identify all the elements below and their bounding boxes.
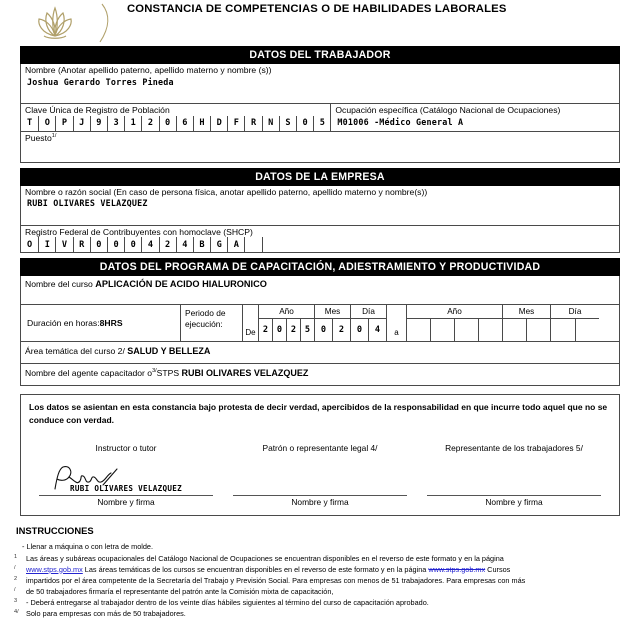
signature-caption: Nombre y firma <box>291 497 349 508</box>
curp-box[interactable]: D <box>210 116 227 131</box>
rfc-box[interactable]: O <box>27 239 33 250</box>
curp-boxes[interactable] <box>21 116 330 131</box>
area-label: Área temática del curso 2/ <box>25 346 125 357</box>
from-year-caption: Año <box>259 305 314 319</box>
curp-box[interactable]: N <box>262 116 279 131</box>
puesto-superscript: 1/ <box>51 132 57 139</box>
handwritten-signature <box>47 463 137 493</box>
worker-name-row <box>21 64 619 103</box>
duration-label: Duración en horas: <box>27 318 100 329</box>
rfc-box[interactable]: R <box>73 237 90 252</box>
instruction-line-mid: Las áreas temáticas de los cursos se encuentran disponibles en el reverso de este formato y en la página <box>82 564 429 574</box>
signature-column <box>417 484 611 507</box>
signer-heading: Patrón o representante legal 4/ <box>262 443 378 454</box>
duration-field <box>21 305 181 341</box>
rfc-box[interactable]: 0 <box>90 237 107 252</box>
company-name-label: Nombre o razón social (En caso de persona física, anotar apellido paterno, apellido materno y nombre(s)) <box>25 186 428 197</box>
from-day-cells[interactable] <box>351 319 386 341</box>
puesto-label-text: Puesto <box>25 132 52 143</box>
puesto-value[interactable] <box>21 143 619 146</box>
from-month-box[interactable]: 0 <box>320 325 327 336</box>
rfc-box[interactable]: 0 <box>107 237 124 252</box>
from-month-caption: Mes <box>315 305 350 319</box>
to-year-caption: Año <box>407 305 502 319</box>
from-month-group <box>315 305 351 341</box>
agent-row-inner <box>21 364 619 379</box>
signer-heading: Representante de los trabajadores 5/ <box>445 443 583 454</box>
signature-column <box>223 484 417 507</box>
company-section <box>20 186 620 254</box>
curp-box[interactable]: H <box>193 116 210 131</box>
to-month-box[interactable] <box>526 319 550 341</box>
period-label-line2: ejecución: <box>185 319 223 330</box>
rfc-box[interactable]: G <box>210 237 227 252</box>
instruction-line: impartidos por el área competente de la Secretaría del Trabajo y Previsión Social. Para empresas con menos de 51 trabajadores. Para empresas con más <box>26 575 526 585</box>
to-day-box[interactable] <box>551 319 575 341</box>
declaration-block <box>20 394 620 516</box>
instruction-line: Las áreas y subáreas ocupacionales del Catálogo Nacional de Ocupaciones se encuentran disponibles en el reverso de este formato y en la página <box>26 553 504 563</box>
to-month-group <box>503 305 551 341</box>
instruction-line: de 50 trabajadores firmaría el representante del patrón ante la Comisión mixta de capacitación, <box>26 586 334 596</box>
curp-box[interactable]: 5 <box>313 116 330 131</box>
instructions-block <box>16 541 624 619</box>
course-row-inner <box>21 276 619 291</box>
to-year-group <box>407 305 503 341</box>
to-day-group <box>551 305 599 341</box>
course-name-row <box>21 276 619 304</box>
curp-box[interactable]: 9 <box>90 116 107 131</box>
instruction-mark: / <box>14 564 16 571</box>
to-year-box[interactable] <box>478 319 502 341</box>
to-month-box[interactable] <box>503 319 526 341</box>
to-year-box[interactable] <box>407 319 430 341</box>
curp-occupation-row <box>21 103 619 131</box>
from-month-cells[interactable] <box>315 319 350 341</box>
instruction-mark: 4/ <box>14 609 19 616</box>
area-row-inner <box>21 342 619 357</box>
curp-box[interactable]: R <box>244 116 261 131</box>
agent-row <box>21 363 619 385</box>
instruction-mark: / <box>14 586 16 593</box>
signer-name[interactable] <box>427 484 601 496</box>
company-name-row <box>21 186 619 225</box>
rfc-box[interactable]: 0 <box>124 237 141 252</box>
curp-box[interactable]: J <box>73 116 90 131</box>
to-year-cells[interactable] <box>407 319 502 341</box>
period-label <box>181 305 243 341</box>
curp-box[interactable]: 2 <box>141 116 158 131</box>
to-year-box[interactable] <box>454 319 478 341</box>
signature-headings <box>29 443 611 453</box>
period-label-line1: Periodo de <box>185 308 226 319</box>
instruction-line: - Llenar a máquina o con letra de molde. <box>22 542 154 552</box>
from-year-box[interactable]: 0 <box>272 319 286 341</box>
rfc-row <box>21 225 619 253</box>
instructions-title: INSTRUCCIONES <box>16 525 94 537</box>
from-year-box[interactable]: 5 <box>300 319 314 341</box>
document-header <box>0 0 640 46</box>
from-day-box[interactable]: 0 <box>356 325 363 336</box>
curp-box[interactable]: 0 <box>296 116 313 131</box>
from-year-group <box>259 305 315 341</box>
instruction-mark: 2 <box>14 575 18 582</box>
signer-name[interactable] <box>233 484 407 496</box>
curp-box[interactable]: S <box>279 116 296 131</box>
from-day-group <box>351 305 387 341</box>
from-month-box[interactable]: 2 <box>332 319 350 341</box>
instruction-line-end: Cursos <box>485 564 511 574</box>
rfc-boxes[interactable] <box>21 237 619 252</box>
from-label: De <box>243 305 259 341</box>
worker-name-label: Nombre (Anotar apellido paterno, apellido materno y nombre (s)) <box>25 65 272 75</box>
occupation-label: Ocupación específica (Catálogo Nacional de Ocupaciones) <box>335 105 561 115</box>
agent-value[interactable]: RUBI OLIVARES VELAZQUEZ <box>181 368 309 379</box>
occupation-value[interactable]: M01006 -Médico General A <box>337 116 464 127</box>
signature-caption: Nombre y firma <box>97 497 155 508</box>
to-year-box[interactable] <box>430 319 454 341</box>
from-year-box[interactable]: 2 <box>262 325 269 336</box>
program-section <box>20 276 620 386</box>
curp-box[interactable]: O <box>38 116 55 131</box>
rfc-box[interactable] <box>262 237 279 252</box>
from-year-cells[interactable] <box>259 319 314 341</box>
to-day-cells[interactable] <box>551 319 599 341</box>
instruction-mark: 1 <box>14 553 18 560</box>
from-year-box[interactable]: 2 <box>286 319 300 341</box>
agent-label: Nombre del agente capacitador o <box>25 368 153 379</box>
instruction-line: Solo para empresas con más de 50 trabajadores. <box>26 608 186 618</box>
instruction-mark: 3 <box>14 597 18 604</box>
instruction-line: - Deberá entregarse al trabajador dentro de los veinte días hábiles siguientes al término del curso de capacitación aprobado. <box>26 597 429 607</box>
worker-section <box>20 64 620 163</box>
rfc-box[interactable]: B <box>193 237 210 252</box>
area-row <box>21 341 619 363</box>
rfc-box[interactable]: V <box>55 237 72 252</box>
instruction-mark <box>14 541 26 552</box>
agent-label-2: STPS <box>156 368 180 379</box>
rfc-box[interactable]: 2 <box>159 237 176 252</box>
curp-box[interactable]: 6 <box>176 116 193 131</box>
period-row <box>21 304 619 341</box>
rfc-box[interactable]: 4 <box>141 237 158 252</box>
page-title: CONSTANCIA DE COMPETENCIAS O DE HABILIDADES LABORALES <box>127 3 507 15</box>
rfc-box[interactable] <box>244 237 261 252</box>
declaration-text: Los datos se asientan en esta constancia bajo protesta de decir verdad, apercibidos de la responsabilidad en que incurre todo aquel que no se conduce con verdad. <box>29 402 608 425</box>
instruction-marks <box>14 541 26 619</box>
program-section-bar: DATOS DEL PROGRAMA DE CAPACITACIÓN, ADIESTRAMIENTO Y PRODUCTIVIDAD <box>20 258 620 276</box>
to-label: a <box>387 305 407 341</box>
curp-box[interactable]: P <box>55 116 72 131</box>
puesto-label <box>21 132 619 144</box>
course-label: Nombre del curso <box>25 279 93 290</box>
to-day-box[interactable] <box>575 319 600 341</box>
instruction-line-with-links <box>16 564 624 575</box>
worker-section-bar: DATOS DEL TRABAJADOR <box>20 46 620 64</box>
stps-link[interactable]: www.stps.gob.mx <box>428 564 486 574</box>
curp-box[interactable]: T <box>27 118 33 129</box>
rfc-box[interactable]: 4 <box>176 237 193 252</box>
company-name-value[interactable]: RUBI OLIVARES VELAZQUEZ <box>27 198 148 209</box>
signature-caption: Nombre y firma <box>485 497 543 508</box>
stps-link[interactable]: www.stps.gob.mx <box>26 564 83 574</box>
from-day-box[interactable]: 4 <box>368 319 386 341</box>
to-day-caption: Día <box>551 305 599 319</box>
rfc-box[interactable]: A <box>227 237 244 252</box>
agent-superscript: 3/ <box>152 368 157 375</box>
puesto-row <box>21 131 619 162</box>
curp-box[interactable]: 1 <box>124 116 141 131</box>
rfc-box[interactable]: I <box>38 237 55 252</box>
occupation-field <box>331 104 619 131</box>
worker-name-value[interactable]: Joshua Gerardo Torres Pineda <box>27 76 174 87</box>
duration-value[interactable]: 8HRS <box>99 318 123 329</box>
from-day-caption: Día <box>351 305 386 319</box>
curp-box[interactable]: 3 <box>107 116 124 131</box>
course-value[interactable]: APLICACIÓN DE ACIDO HIALURONICO <box>95 279 267 290</box>
curp-field <box>21 104 331 131</box>
lotus-flower-logo <box>22 0 127 46</box>
signer-heading: Instructor o tutor <box>95 443 157 454</box>
to-month-cells[interactable] <box>503 319 550 341</box>
curp-label: Clave Única de Registro de Población <box>25 105 170 115</box>
to-month-caption: Mes <box>503 305 550 319</box>
rfc-label: Registro Federal de Contribuyentes con homoclave (SHCP) <box>25 226 253 237</box>
curp-box[interactable]: 0 <box>159 116 176 131</box>
area-value[interactable]: SALUD Y BELLEZA <box>127 346 211 357</box>
curp-box[interactable]: F <box>227 116 244 131</box>
company-section-bar: DATOS DE LA EMPRESA <box>20 168 620 186</box>
signer-name[interactable]: RUBI OLIVARES VELAZQUEZ <box>39 484 213 496</box>
